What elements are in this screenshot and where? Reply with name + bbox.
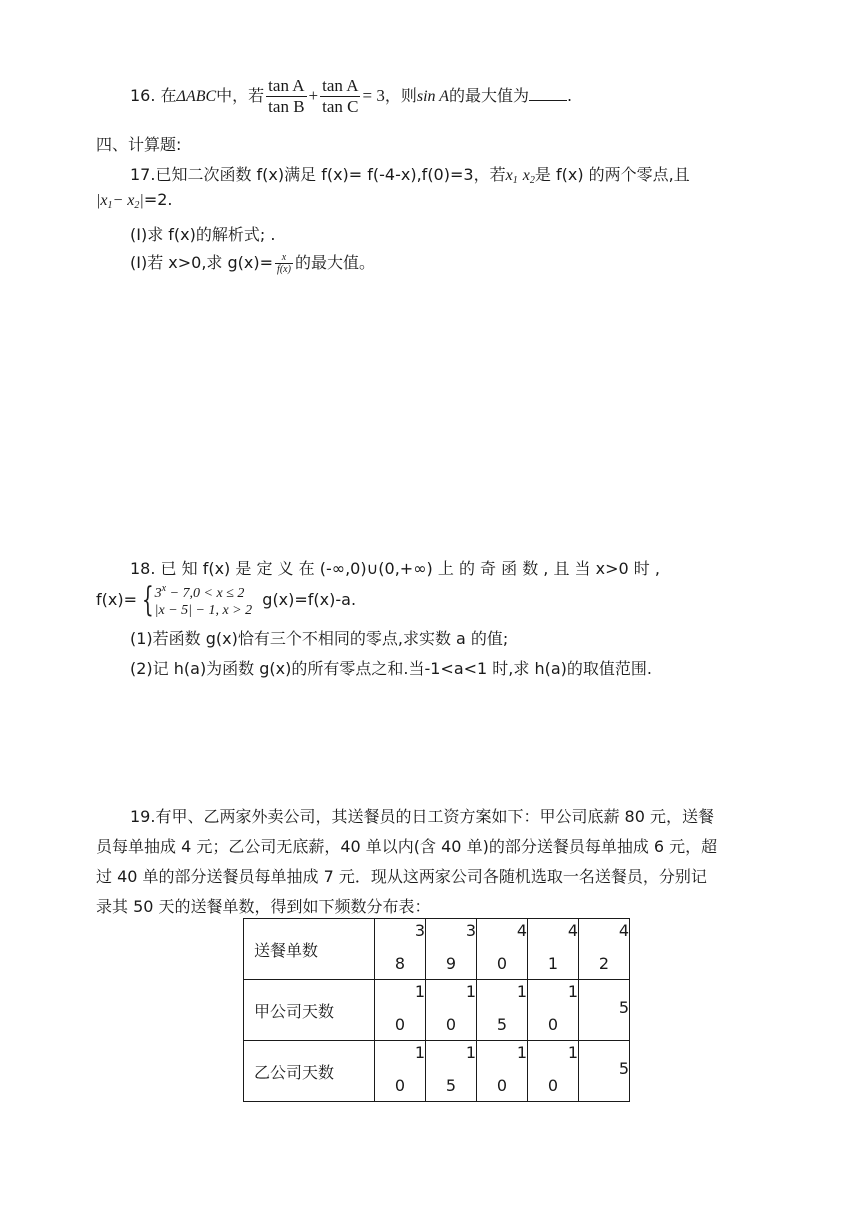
- q18-piecewise: f(x)= { $3^x - 7,0 < x \le 2$ |x − 5| − 1, x > 2 g(x)=f(x)-a.: [96, 579, 357, 620]
- table-cell: 4 2: [579, 919, 630, 980]
- q16-plus: +: [308, 86, 319, 105]
- q16-triangle: ΔABC: [176, 88, 217, 105]
- table-row: [244, 980, 630, 1041]
- table-cell: 1 0: [375, 980, 426, 1041]
- brace-icon: {: [141, 579, 154, 620]
- q16-end: .: [567, 86, 573, 105]
- piecewise-cases: $3^x - 7,0 < x \le 2$ |x − 5| − 1, x > 2: [154, 583, 253, 618]
- q19-line2: 员每单抽成 4 元；乙公司无底薪，40 单以内(含 40 单)的部分送餐员每单抽成 6 元，超: [96, 837, 718, 856]
- q16-equals: = 3: [362, 86, 385, 105]
- q19-line4: 录其 50 天的送餐单数，得到如下频数分布表：: [96, 897, 431, 916]
- table-cell: 1 5: [426, 1041, 477, 1102]
- q18-part2: (2)记 h(a)为函数 g(x)的所有零点之和.当-1<a<1 时,求 h(a)的取值范围.: [130, 659, 652, 678]
- q18-part1: (1)若函数 g(x)恰有三个不相同的零点,求实数 a 的值;: [130, 629, 509, 648]
- q19-line1: 19.有甲、乙两家外卖公司，其送餐员的日工资方案如下：甲公司底薪 80 元，送餐: [130, 807, 714, 826]
- q16-prefix: 16. 在: [130, 86, 177, 105]
- q16-suffix2: 的最大值为: [449, 86, 530, 105]
- q17-line1: 17.已知二次函数 f(x)满足 f(x)= f(-4-x),f(0)=3，若$x_1$ $x_2$是 f(x) 的两个零点,且: [130, 165, 690, 186]
- table-cell: 5: [579, 980, 630, 1041]
- q16-mid: 中，若: [216, 86, 265, 105]
- table-cell: 3 9: [426, 919, 477, 980]
- table-cell: 5: [579, 1041, 630, 1102]
- table-cell: 1 0: [477, 1041, 528, 1102]
- q18-line1: 18. 已 知 f(x) 是 定 义 在 (-∞,0)∪(0,+∞) 上 的 奇 函 数 , 且 当 x>0 时 ,: [130, 559, 660, 578]
- question-16: [130, 76, 572, 117]
- section-heading: 四、计算题:: [96, 135, 182, 154]
- q16-fraction-2: $\frac{\text{tan A}}{\text{tan C}}$: [322, 76, 359, 116]
- table-cell: 1 0: [375, 1041, 426, 1102]
- row-header: 乙公司天数: [244, 1041, 375, 1102]
- table-cell: 1 0: [528, 1041, 579, 1102]
- q16-suffix1: ，则: [384, 86, 417, 105]
- table-cell: 1 0: [426, 980, 477, 1041]
- table-cell: 1 5: [477, 980, 528, 1041]
- q17-line2: $|x_1- x_2|=2$.: [96, 190, 173, 211]
- q17-part2: (I)若 x>0,求 g(x)= $\frac{x}{f(x)}$ 的最大值。: [130, 252, 375, 275]
- table-cell: 4 1: [528, 919, 579, 980]
- answer-blank: [529, 86, 567, 101]
- table-cell: 4 0: [477, 919, 528, 980]
- q17-part1: (I)求 f(x)的解析式; .: [130, 225, 276, 244]
- row-header: 甲公司天数: [244, 980, 375, 1041]
- table-cell: 1 0: [528, 980, 579, 1041]
- q17-fraction: $\frac{x}{f(x)}$: [277, 252, 291, 275]
- q16-fraction-1: $\frac{\text{tan A}}{\text{tan B}}$: [268, 76, 305, 116]
- table-row: [244, 1041, 630, 1102]
- table-row: [244, 919, 630, 980]
- frequency-table: [243, 918, 630, 1102]
- q19-line3: 过 40 单的部分送餐员每单抽成 7 元．现从这两家公司各随机选取一名送餐员，分别记: [96, 867, 707, 886]
- row-header: 送餐单数: [244, 919, 375, 980]
- q16-sinA: sin A: [416, 88, 449, 105]
- table-cell: 3 8: [375, 919, 426, 980]
